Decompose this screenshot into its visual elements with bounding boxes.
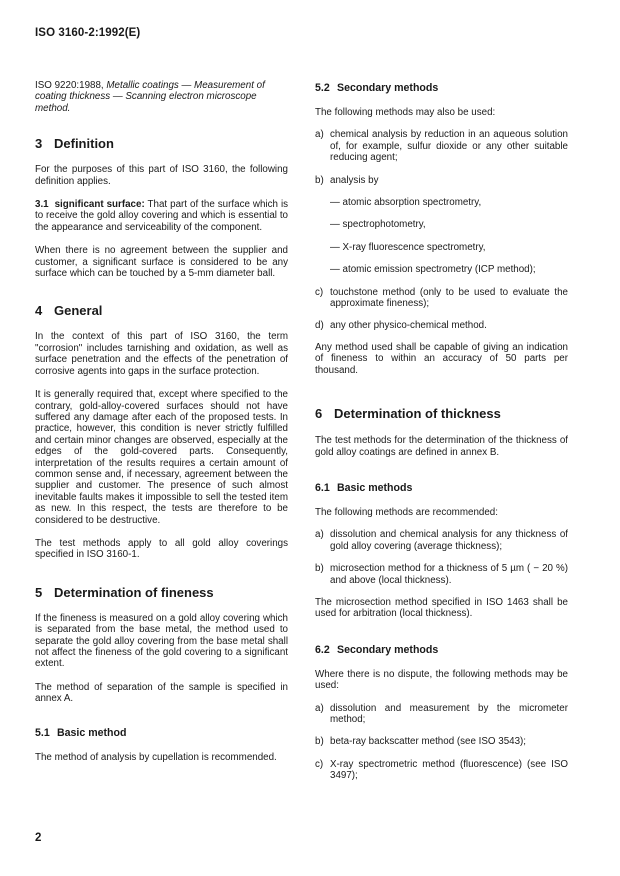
list-label: c): [315, 758, 324, 770]
list-item: [315, 320, 568, 331]
list-label: b): [315, 736, 324, 748]
subsection-title: Basic method: [57, 726, 127, 739]
list-text: analysis by: [330, 174, 379, 186]
section-3-intro: For the purposes of this part of ISO 3160, the following definition applies.: [35, 164, 288, 187]
list-item: [315, 129, 568, 163]
section-number: 4: [35, 303, 43, 319]
list-text: dissolution and measurement by the micrometer method;: [330, 702, 568, 725]
subsection-number: 5.1: [35, 726, 50, 739]
list-item: [315, 175, 568, 186]
list-item: [315, 736, 568, 747]
subsection-6-1-intro: The following methods are recommended:: [315, 506, 498, 518]
list-text: X-ray spectrometric method (fluorescence) (see ISO 3497);: [330, 758, 568, 782]
subsection-6-2-intro: Where there is no dispute, the following methods may be used:: [315, 668, 568, 692]
section-4-paragraph-1: In the context of this part of ISO 3160, the term "corrosion" includes tarnishing and oxidation, as well as surface penetration and the effects of the penetration of corrosive agents into gaps in the surface protection.: [35, 331, 288, 377]
section-6-heading: [315, 406, 568, 422]
subsection-6-1-closing: The microsection method specified in ISO 1463 shall be used for arbitration (local thickness).: [315, 596, 568, 620]
list-label: b): [315, 563, 324, 575]
list-text: microsection method for a thickness of 5 µm ( − 20 %) and above (local thickness).: [330, 563, 568, 586]
section-number: 3: [35, 136, 43, 152]
subsection-number: 6.2: [315, 643, 330, 656]
subsection-5-2-heading: [315, 82, 568, 95]
section-3-heading: [35, 136, 288, 152]
section-6-paragraph: The test methods for the determination of the thickness of gold alloy coatings are defined in annex B.: [315, 435, 568, 458]
section-3-paragraph: When there is no agreement between the supplier and customer, a significant surface is considered to be any surface which can be touched by a 5-mm diameter ball.: [35, 245, 288, 280]
definition-term: significant surface:: [54, 199, 145, 211]
list-item: [315, 703, 568, 726]
list-label: a): [315, 129, 324, 141]
list-text: dissolution and chemical analysis for any thickness of gold alloy covering (average thickness);: [330, 529, 568, 552]
definition-number: 3.1: [35, 199, 49, 211]
section-number: 6: [315, 406, 323, 422]
subsection-5-1-paragraph: The method of analysis by cupellation is recommended.: [35, 751, 277, 763]
section-title: Determination of fineness: [54, 584, 214, 600]
list-item: [315, 529, 568, 552]
sub-list-item: — atomic absorption spectrometry,: [330, 197, 482, 209]
definition-text: That part of the surface which is to receive the gold alloy covering and which is essential to the appearance and serviceability of the component.: [35, 199, 289, 233]
subsection-5-2-intro: The following methods may also be used:: [315, 107, 496, 118]
subsection-number: 6.1: [315, 481, 330, 494]
section-title: Determination of thickness: [334, 406, 501, 422]
subsection-title: Secondary methods: [337, 643, 439, 656]
page-number: 2: [35, 832, 42, 844]
subsection-number: 5.2: [315, 82, 330, 94]
section-4-paragraph-2: It is generally required that, except where specified to the contrary, gold-alloy-covered surfaces should not have suffered any damage after each of the proposed tests. In practice, however, this condition is never strictly fulfilled and certain minor changes are observed, especially at the edges of the gold-covered parts. Consequently, interpretation of the results requires a certain amount of common sense and, if necessary, agreement between the supplier and customer. The presence of such almost inevitable faults makes it impossible to sell the tested item as new. In this respect, the tests are therefore to be considered to be destructive.: [35, 389, 288, 526]
sub-list-item: — atomic emission spectrometry (ICP method);: [330, 264, 536, 276]
subsection-6-2-heading: [315, 644, 568, 657]
list-text: any other physico-chemical method.: [330, 320, 487, 332]
definition-3-1: [35, 199, 288, 233]
section-5-heading: [35, 585, 288, 601]
list-text: touchstone method (only to be used to evaluate the approximate fineness);: [330, 286, 568, 310]
list-item: [315, 759, 568, 782]
section-5-paragraph-2: The method of separation of the sample is specified in annex A.: [35, 681, 288, 705]
section-title: Definition: [54, 136, 114, 152]
reference-title: Metallic coatings — Measurement of coating thickness — Scanning electron microscope method.: [35, 80, 265, 114]
section-4-heading: [35, 303, 288, 319]
reference-entry: [35, 80, 288, 114]
list-text: chemical analysis by reduction in an aqueous solution of, for example, sulfur dioxide or any other suitable reducing agent;: [330, 129, 568, 164]
list-label: a): [315, 529, 324, 541]
section-4-paragraph-3: The test methods apply to all gold alloy coverings specified in ISO 3160-1.: [35, 537, 288, 561]
sub-list-item: — spectrophotometry,: [330, 219, 426, 231]
subsection-5-2-closing: Any method used shall be capable of giving an indication of fineness to within an accuracy of 50 parts per thousand.: [315, 341, 568, 376]
document-id-header: ISO 3160-2:1992(E): [35, 27, 141, 39]
reference-code: ISO 9220:1988,: [35, 80, 104, 91]
list-item: [315, 287, 568, 310]
list-label: c): [315, 286, 324, 298]
right-column: [315, 80, 568, 782]
subsection-5-1-heading: [35, 727, 288, 740]
subsection-title: Basic methods: [337, 481, 413, 494]
section-number: 5: [35, 584, 43, 600]
list-label: a): [315, 702, 324, 714]
left-column: [35, 80, 288, 763]
sub-list-item: — X-ray fluorescence spectrometry,: [330, 241, 486, 253]
subsection-6-1-heading: [315, 482, 568, 495]
section-title: General: [54, 303, 103, 319]
section-5-paragraph-1: If the fineness is measured on a gold alloy covering which is separated from the base metal, the method used to separate the gold alloy covering from the base metal shall not affect the fineness of the gold covering to a significant extent.: [35, 612, 288, 670]
subsection-title: Secondary methods: [337, 82, 439, 94]
list-item: [315, 563, 568, 586]
list-label: d): [315, 320, 324, 332]
list-label: b): [315, 174, 324, 186]
list-text: beta-ray backscatter method (see ISO 3543);: [330, 736, 527, 748]
